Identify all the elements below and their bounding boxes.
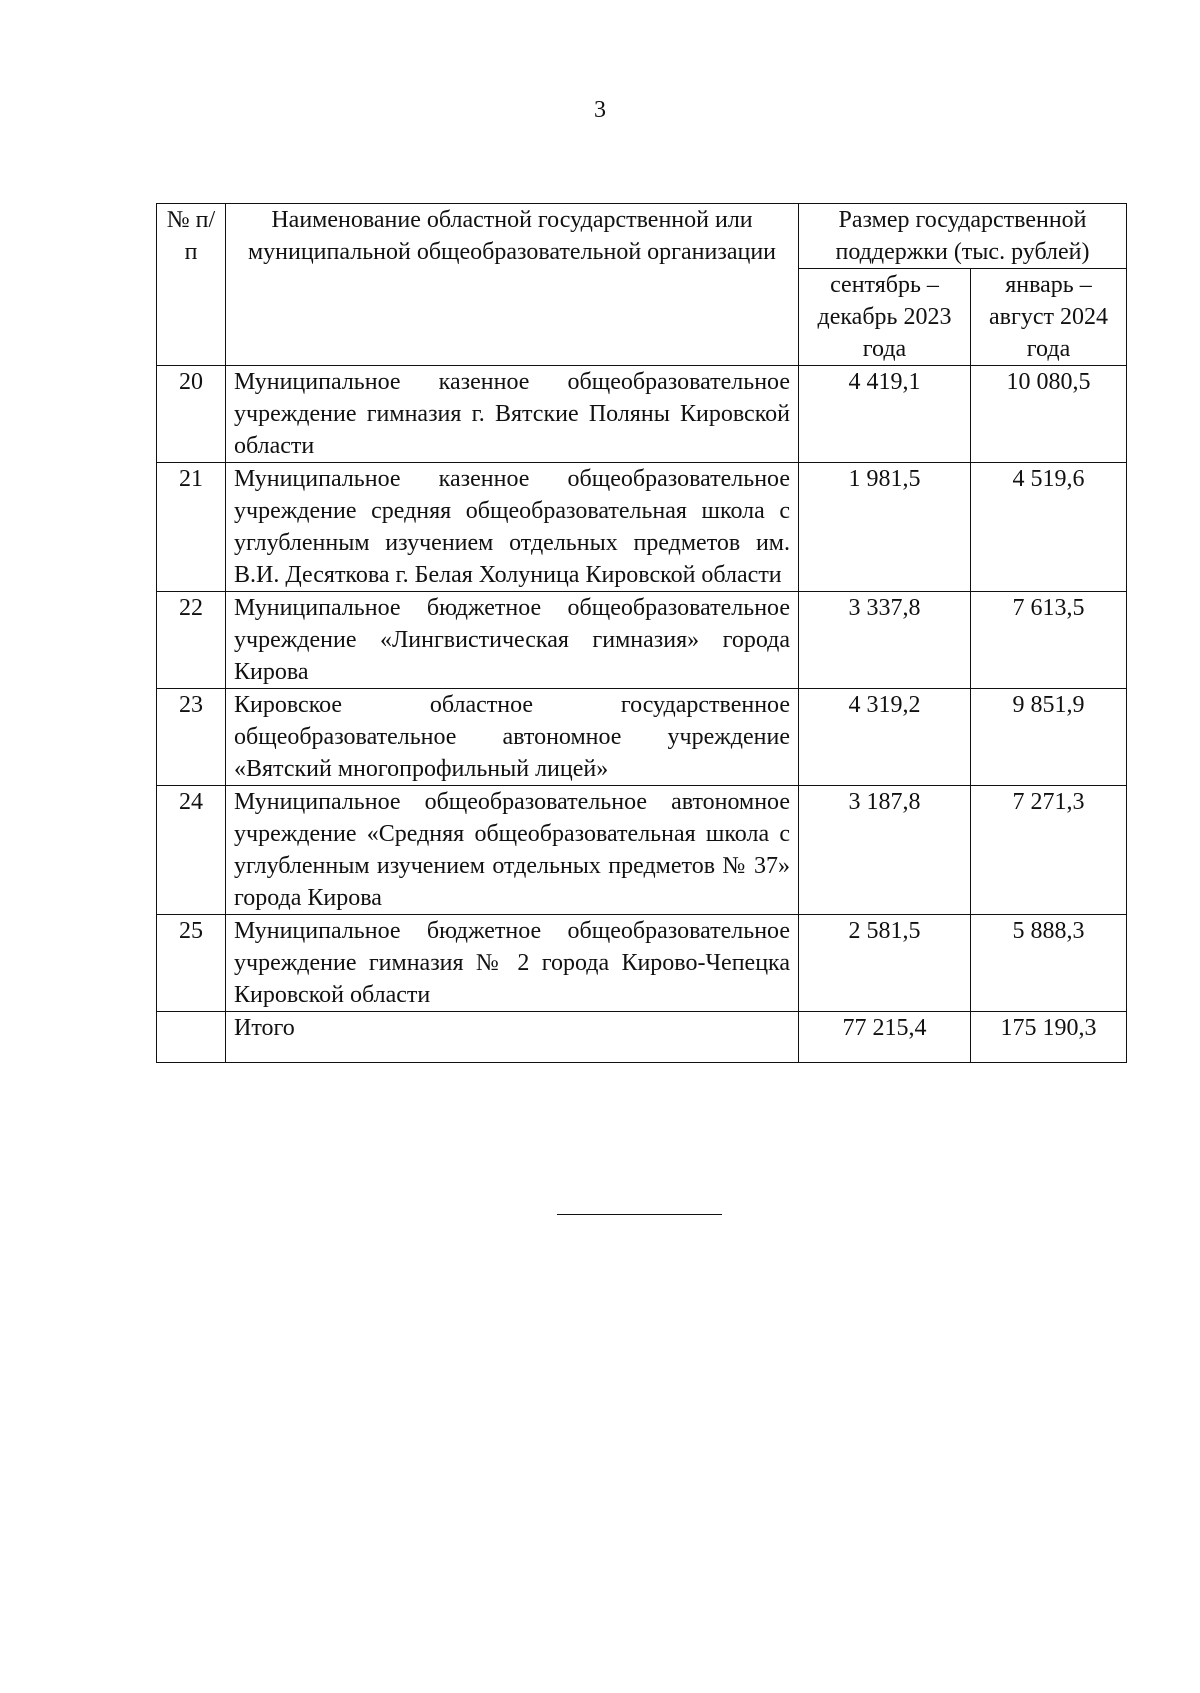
organization-name: Муниципальное общеобразовательное автономное учреждение «Средняя общеобразовательная школа с углубленным изучением отдельных предметов № 37» города Кирова	[226, 786, 799, 915]
support-2024: 4 519,6	[971, 463, 1127, 592]
row-number: 25	[157, 915, 226, 1012]
header-number: № п/п	[157, 204, 226, 366]
total-row	[157, 1012, 1127, 1063]
table-row	[157, 366, 1127, 463]
row-number: 22	[157, 592, 226, 689]
support-2023: 2 581,5	[799, 915, 971, 1012]
row-number: 24	[157, 786, 226, 915]
row-number: 20	[157, 366, 226, 463]
table-header-row	[157, 204, 1127, 269]
support-2024: 9 851,9	[971, 689, 1127, 786]
organization-name: Кировское областное государственное общеобразовательное автономное учреждение «Вятский многопрофильный лицей»	[226, 689, 799, 786]
support-2024: 5 888,3	[971, 915, 1127, 1012]
support-2023: 4 419,1	[799, 366, 971, 463]
table-row	[157, 786, 1127, 915]
table-row	[157, 592, 1127, 689]
row-number: 21	[157, 463, 226, 592]
header-organization-name: Наименование областной государственной или муниципальной общеобразовательной организации	[226, 204, 799, 366]
closing-divider	[557, 1214, 722, 1215]
support-2024: 7 613,5	[971, 592, 1127, 689]
row-number: 23	[157, 689, 226, 786]
support-table	[156, 203, 1127, 1063]
support-2023: 3 187,8	[799, 786, 971, 915]
support-2023: 1 981,5	[799, 463, 971, 592]
support-2024: 7 271,3	[971, 786, 1127, 915]
organization-name: Муниципальное казенное общеобразовательное учреждение средняя общеобразовательная школа с углубленным изучением отдельных предметов им. В.И. Десяткова г. Белая Холуница Кировской области	[226, 463, 799, 592]
header-period-2024: январь – август 2024 года	[971, 269, 1127, 366]
organization-name: Муниципальное бюджетное общеобразовательное учреждение «Лингвистическая гимназия» города Кирова	[226, 592, 799, 689]
table-row	[157, 463, 1127, 592]
header-period-2023: сентябрь – декабрь 2023 года	[799, 269, 971, 366]
page-number: 3	[594, 97, 606, 123]
total-label: Итого	[226, 1012, 799, 1063]
header-support-size: Размер государственной поддержки (тыс. рублей)	[799, 204, 1127, 269]
organization-name: Муниципальное бюджетное общеобразовательное учреждение гимназия № 2 города Кирово-Чепецка Кировской области	[226, 915, 799, 1012]
support-2023: 3 337,8	[799, 592, 971, 689]
table-row	[157, 689, 1127, 786]
total-2023: 77 215,4	[799, 1012, 971, 1063]
total-2024: 175 190,3	[971, 1012, 1127, 1063]
organization-name: Муниципальное казенное общеобразовательное учреждение гимназия г. Вятские Поляны Кировской области	[226, 366, 799, 463]
support-2024: 10 080,5	[971, 366, 1127, 463]
table-row	[157, 915, 1127, 1012]
support-2023: 4 319,2	[799, 689, 971, 786]
total-number	[157, 1012, 226, 1063]
